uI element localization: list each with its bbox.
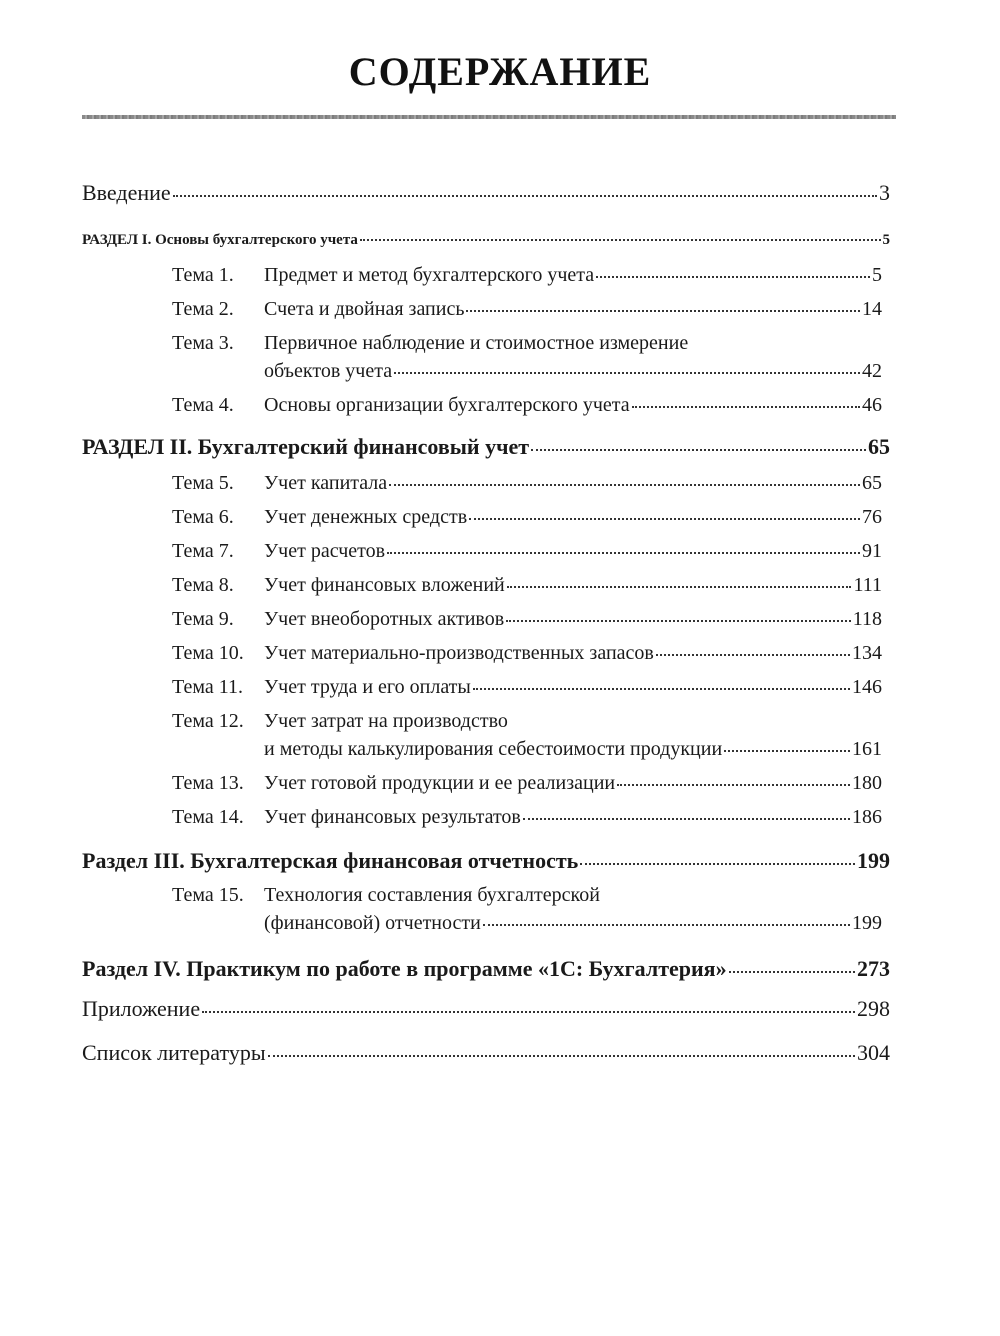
entry-title: Приложение [82, 996, 201, 1021]
topic-number: Тема 1. [172, 264, 234, 286]
page-number: 146 [852, 676, 882, 698]
toc-entry-appendix[interactable] [82, 996, 890, 1022]
toc-topic-8[interactable] [172, 574, 882, 597]
dot-leader [523, 818, 850, 820]
topic-title: Учет капитала [264, 472, 388, 494]
page-number: 111 [853, 574, 882, 596]
topic-title: Учет расчетов [264, 540, 386, 562]
dot-leader [202, 1011, 855, 1013]
page-number: 65 [868, 434, 890, 459]
topic-title: Учет материально-производственных запасов [264, 642, 654, 664]
topic-number: Тема 13. [172, 772, 244, 794]
topic-number: Тема 2. [172, 298, 234, 320]
dot-leader [617, 784, 850, 786]
toc-topic-3[interactable] [172, 332, 882, 355]
toc-topic-1[interactable] [172, 264, 882, 287]
topic-title: Учет финансовых вложений [264, 574, 505, 596]
topic-title-continuation: объектов учета [264, 360, 393, 382]
page-number: 65 [862, 472, 882, 494]
toc-topic-6[interactable] [172, 506, 882, 529]
toc-topic-11[interactable] [172, 676, 882, 699]
toc-section-3[interactable] [82, 848, 890, 874]
page-number: 14 [862, 298, 882, 320]
topic-title: Основы организации бухгалтерского учета [264, 394, 630, 416]
toc-topic-9[interactable] [172, 608, 882, 631]
entry-title: Введение [82, 180, 171, 205]
toc-section-1[interactable] [82, 232, 890, 249]
dot-leader [394, 372, 860, 374]
topic-title: Учет внеоборотных активов [264, 608, 505, 630]
dot-leader [389, 484, 860, 486]
dot-leader [268, 1055, 855, 1057]
toc-topic-13[interactable] [172, 772, 882, 795]
dot-leader [506, 620, 851, 622]
topic-title: Учет затрат на производство [264, 710, 508, 732]
toc-entry-references[interactable] [82, 1040, 890, 1066]
page-number: 180 [852, 772, 882, 794]
dot-leader [656, 654, 850, 656]
section-title: Раздел IV. Практикум по работе в программе «1С: Бухгалтерия» [82, 956, 727, 981]
dot-leader [507, 586, 852, 588]
page-title: СОДЕРЖАНИЕ [348, 49, 652, 94]
topic-title-continuation: (финансовой) отчетности [264, 912, 481, 934]
toc-entry-intro[interactable] [82, 180, 890, 206]
page-number: 42 [862, 360, 882, 382]
topic-title: Счета и двойная запись [264, 298, 465, 320]
topic-number: Тема 8. [172, 574, 234, 596]
toc-topic-10[interactable] [172, 642, 882, 665]
dot-leader [360, 239, 881, 241]
topic-number: Тема 11. [172, 676, 243, 698]
dot-leader [729, 971, 855, 973]
section-title: РАЗДЕЛ II. Бухгалтерский финансовый учет [82, 434, 530, 459]
topic-title: Учет труда и его оплаты [264, 676, 471, 698]
section-title: РАЗДЕЛ I. Основы бухгалтерского учета [82, 232, 358, 248]
toc-topic-2[interactable] [172, 298, 882, 321]
dot-leader [580, 863, 855, 865]
dot-leader [173, 195, 877, 197]
topic-number: Тема 4. [172, 394, 234, 416]
toc-topic-7[interactable] [172, 540, 882, 563]
topic-title: Предмет и метод бухгалтерского учета [264, 264, 595, 286]
page-number: 199 [857, 848, 890, 873]
toc-topic-5[interactable] [172, 472, 882, 495]
toc-topic-12[interactable] [172, 710, 882, 733]
topic-title: Учет денежных средств [264, 506, 468, 528]
page-number: 46 [862, 394, 882, 416]
title-divider [82, 115, 896, 119]
page-number: 273 [857, 956, 890, 981]
section-title: Раздел III. Бухгалтерская финансовая отчетность [82, 848, 579, 873]
toc-topic-15-continuation[interactable] [264, 912, 882, 935]
toc-section-4[interactable] [82, 956, 890, 982]
page-number: 118 [852, 608, 882, 630]
toc-topic-14[interactable] [172, 806, 882, 829]
topic-number: Тема 3. [172, 332, 234, 354]
dot-leader [483, 924, 850, 926]
dot-leader [596, 276, 870, 278]
page-number: 298 [857, 996, 890, 1021]
dot-leader [469, 518, 860, 520]
topic-number: Тема 14. [172, 806, 244, 828]
topic-number: Тема 15. [172, 884, 244, 906]
dot-leader [531, 449, 866, 451]
dot-leader [473, 688, 850, 690]
dot-leader [466, 310, 860, 312]
toc-topic-4[interactable] [172, 394, 882, 417]
toc-topic-12-continuation[interactable] [264, 738, 882, 761]
topic-number: Тема 7. [172, 540, 234, 562]
topic-number: Тема 5. [172, 472, 234, 494]
toc-topic-15[interactable] [172, 884, 882, 907]
topic-number: Тема 6. [172, 506, 234, 528]
entry-title: Список литературы [82, 1040, 266, 1065]
topic-title: Первичное наблюдение и стоимостное измерение [264, 332, 689, 354]
dot-leader [387, 552, 860, 554]
topic-title: Учет готовой продукции и ее реализации [264, 772, 616, 794]
toc-topic-3-continuation[interactable] [264, 360, 882, 383]
page-number: 5 [872, 264, 882, 286]
topic-number: Тема 9. [172, 608, 234, 630]
toc-section-2[interactable] [82, 434, 890, 460]
page-number: 134 [852, 642, 882, 664]
page-number: 3 [879, 180, 890, 205]
topic-title: Технология составления бухгалтерской [264, 884, 600, 906]
page-number: 304 [857, 1040, 890, 1065]
topic-number: Тема 12. [172, 710, 244, 732]
page-number: 161 [852, 738, 882, 760]
page-number: 186 [852, 806, 882, 828]
topic-title: Учет финансовых результатов [264, 806, 521, 828]
topic-title-continuation: и методы калькулирования себестоимости продукции [264, 738, 723, 760]
page-number: 5 [882, 232, 890, 248]
dot-leader [632, 406, 860, 408]
page-number: 199 [852, 912, 882, 934]
page-number: 76 [862, 506, 882, 528]
topic-number: Тема 10. [172, 642, 244, 664]
dot-leader [724, 750, 850, 752]
page-number: 91 [862, 540, 882, 562]
